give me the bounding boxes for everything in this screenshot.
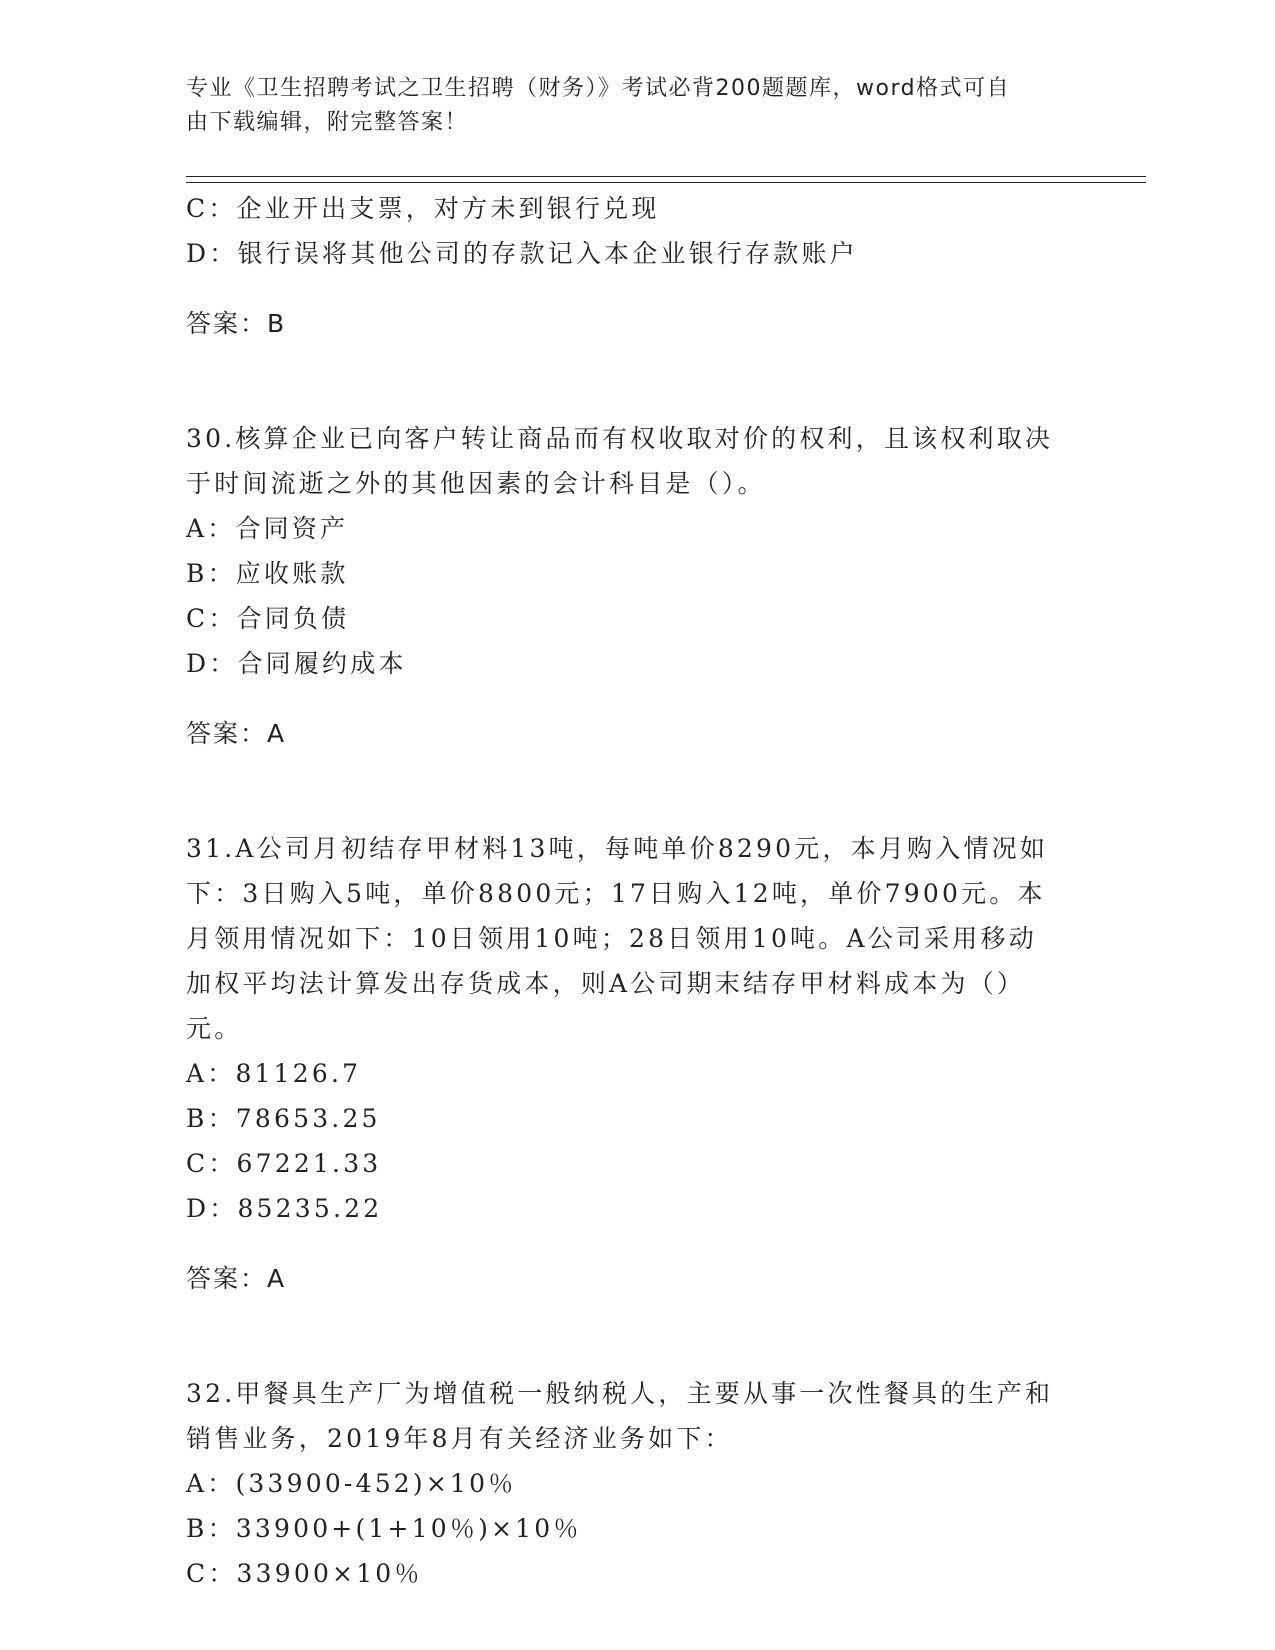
question-text-line: 32.甲餐具生产厂为增值税一般纳税人，主要从事一次性餐具的生产和 [186,1379,1054,1408]
question-29-tail [186,186,1096,346]
option-d: D：银行误将其他公司的存款记入本企业银行存款账户 [186,239,858,268]
option-d: D：合同履约成本 [186,649,407,678]
answer-line: 答案：A [186,1264,287,1293]
question-text-line: 于时间流逝之外的其他因素的会计科目是（）。 [186,469,766,498]
option-c: C：67221.33 [186,1149,382,1178]
option-b: B：78653.25 [186,1104,381,1133]
option-a: A：81126.7 [186,1059,362,1088]
header-line-2: 由下载编辑，附完整答案！ [186,110,469,135]
option-a: A：合同资产 [186,514,349,543]
question-text-line: 31.A公司月初结存甲材料13吨，每吨单价8290元，本月购入情况如 [186,834,1049,863]
header-divider [186,176,1146,183]
option-c: C：企业开出支票，对方未到银行兑现 [186,194,660,223]
question-31 [186,826,1096,1301]
answer-line: 答案：A [186,719,287,748]
option-c: C：33900×10％ [186,1559,423,1588]
header-line-1: 专业《卫生招聘考试之卫生招聘（财务）》考试必背200题题库，word格式可自 [186,76,1011,101]
option-c: C：合同负债 [186,604,350,633]
option-b: B：33900+(1+10％)×10％ [186,1514,582,1543]
document-body [186,186,1096,1596]
question-text-line: 30.核算企业已向客户转让商品而有权收取对价的权利，且该权利取决 [186,424,1054,453]
option-d: D：85235.22 [186,1194,383,1223]
answer-line: 答案：B [186,309,287,338]
question-text-line: 加权平均法计算发出存货成本，则A公司期末结存甲材料成本为（） [186,969,1026,998]
option-b: B：应收账款 [186,559,349,588]
question-text-line: 下：3日购入5吨，单价8800元；17日购入12吨，单价7900元。本 [186,879,1046,908]
question-text-line: 销售业务，2019年8月有关经济业务如下： [186,1424,733,1453]
document-header [186,72,1066,140]
question-32 [186,1371,1096,1596]
option-a: A：(33900-452)×10％ [186,1469,517,1498]
question-30 [186,416,1096,756]
question-text-line: 月领用情况如下：10日领用10吨；28日领用10吨。A公司采用移动 [186,924,1037,953]
question-text-line: 元。 [186,1014,243,1043]
